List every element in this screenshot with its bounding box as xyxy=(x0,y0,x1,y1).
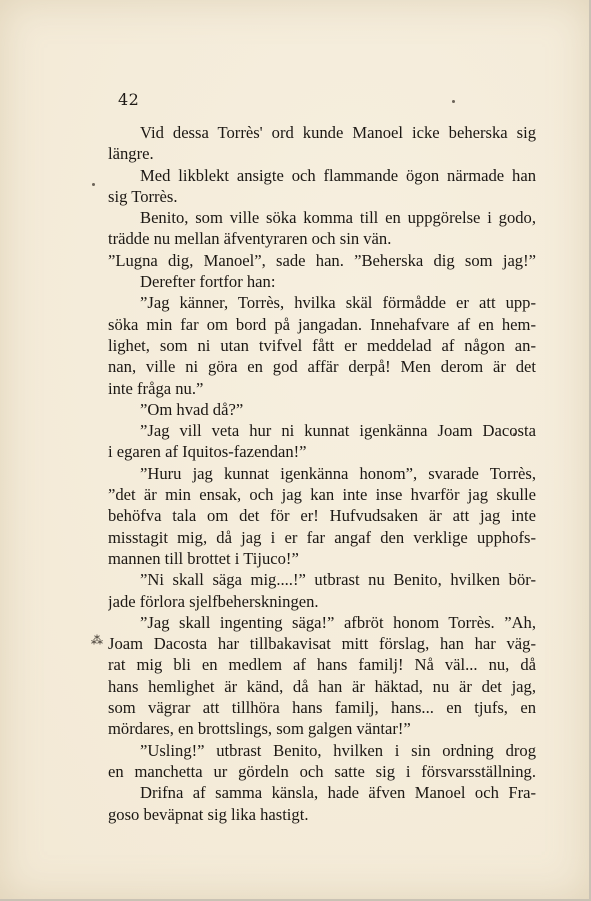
paper-speck xyxy=(92,183,95,186)
text-line: Joam Dacosta har tillbakavisat mitt förslag, han har väg- xyxy=(108,634,536,654)
text-line: ”det är min ensak, och jag kan inte inse hvarför jag skulle xyxy=(108,485,536,505)
text-line: ”Usling!” utbrast Benito, hvilken i sin ordning drog xyxy=(140,740,536,760)
text-line: goso beväpnat sig lika hastigt. xyxy=(108,804,309,824)
text-line: lighet, som ni utan tvifvel fått er meddelad af någon an- xyxy=(108,335,536,355)
text-line: trädde nu mellan äfventyraren och sin vän. xyxy=(108,229,392,249)
text-line: Drifna af samma känsla, hade äfven Manoel och Fra- xyxy=(140,783,536,803)
text-line: Vid dessa Torrès' ord kunde Manoel icke beherska sig xyxy=(140,123,536,142)
text-line: misstagit mig, då jag i er far angaf den verklige upphofs- xyxy=(108,527,536,547)
text-line: sig Torrès. xyxy=(108,186,178,206)
text-line: nan, ville ni göra en god affär derpå! Men derom är det xyxy=(108,357,536,377)
text-line: en manchetta ur gördeln och satte sig i försvarsställning. xyxy=(108,761,536,781)
text-line: mannen till brottet i Tijuco!” xyxy=(108,548,299,568)
text-line: ”Jag vill veta hur ni kunnat igenkänna Joam Dacosta xyxy=(140,421,536,441)
text-line: rat mig bli en medlem af hans familj! Nå väl... nu, då xyxy=(108,655,536,675)
text-line: ”Jag känner, Torrès, hvilka skäl förmådde er att upp- xyxy=(140,293,536,313)
text-line: ”Huru jag kunnat igenkänna honom”, svarade Torrès, xyxy=(140,463,536,483)
page-number: 42 xyxy=(118,90,140,109)
text-line: mördares, en brottslings, som galgen väntar!” xyxy=(108,719,411,739)
text-line: ”Ni skall säga mig....!” utbrast nu Benito, hvilken bör- xyxy=(140,570,536,590)
body-text xyxy=(108,122,536,825)
text-line: Derefter fortfor han: xyxy=(140,272,276,292)
text-line: behöfva tala om det för er! Hufvudsaken är att jag inte xyxy=(108,506,536,526)
text-line: ”Lugna dig, Manoel”, sade han. ”Beherska dig som jag!” xyxy=(108,250,536,270)
text-line: som vägrar att tillhöra hans familj, hans... en tjufs, en xyxy=(108,698,536,718)
text-line: ”Jag skall ingenting säga!” afbröt honom Torrès. ”Ah, xyxy=(140,612,536,632)
text-line: längre. xyxy=(108,144,154,164)
text-line: Med likblekt ansigte och flammande ögon närmade han xyxy=(140,165,536,185)
text-line: jade förlora sjelfbeherskningen. xyxy=(108,591,319,611)
text-line: söka min far om bord på jangadan. Innehafvare af en hem- xyxy=(108,314,536,334)
text-line: i egaren af Iquitos-fazendan!” xyxy=(108,442,307,462)
text-line: hans hemlighet är känd, då han är häktad, nu är det jag, xyxy=(108,676,536,696)
text-line: inte fråga nu.” xyxy=(108,378,204,398)
text-line: Benito, som ville söka komma till en uppgörelse i godo, xyxy=(140,208,536,228)
margin-mark: ⁂ xyxy=(91,633,103,647)
text-line: ”Om hvad då?” xyxy=(140,399,244,419)
paper-speck xyxy=(452,100,455,103)
